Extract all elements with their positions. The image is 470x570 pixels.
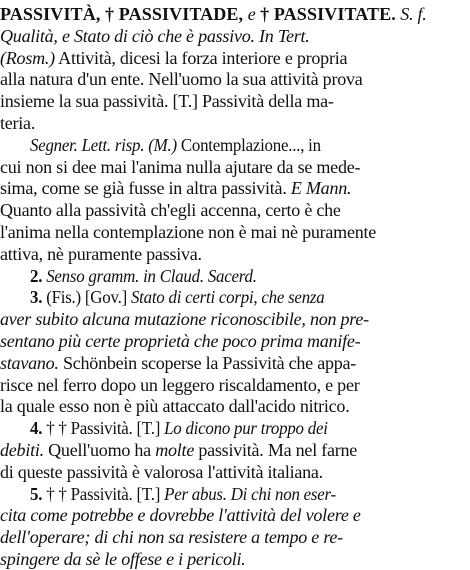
text-segment: Per abus. Di chi non eser- bbox=[164, 483, 336, 504]
text-segment: stavano. bbox=[0, 352, 59, 373]
text-line bbox=[0, 504, 464, 526]
text-segment: dell'operare; di chi non sa resistere a tempo e re- bbox=[0, 527, 343, 548]
text-segment: (Fis.) [Gov.] bbox=[42, 287, 131, 308]
text-segment: 2. bbox=[30, 265, 43, 286]
text-segment: passività. Ma nel farne bbox=[194, 440, 358, 460]
text-line bbox=[0, 47, 464, 69]
text-line bbox=[0, 395, 464, 417]
text-line bbox=[0, 25, 464, 47]
text-segment: e bbox=[247, 4, 256, 24]
text-line bbox=[0, 90, 464, 112]
text-segment: cita come potrebbe e dovrebbe l'attività del volere e bbox=[0, 505, 361, 526]
text-segment: spingere da sè le offese e i pericoli. bbox=[0, 549, 246, 569]
text-segment: Lo dicono pur troppo dei bbox=[164, 418, 328, 439]
text-segment: (Rosm.) bbox=[0, 47, 55, 68]
text-segment: 5. bbox=[30, 483, 43, 504]
text-line bbox=[30, 483, 464, 505]
text-segment: † † Passività. [T.] bbox=[42, 483, 165, 504]
text-line bbox=[0, 461, 464, 483]
text-segment: Qualità, e Stato di ciò che è passivo. In Tert. bbox=[0, 25, 310, 46]
text-segment: Contemplazione..., in bbox=[176, 134, 321, 155]
text-segment: Senso gramm. in Claud. Sacerd. bbox=[42, 265, 257, 286]
text-segment: la quale esso non è più attaccato dall'acido nitrico. bbox=[0, 396, 350, 417]
text-segment: 4. bbox=[30, 418, 43, 439]
text-line bbox=[0, 156, 464, 178]
text-segment: risce nel ferro dopo un leggero riscaldamento, e per bbox=[0, 374, 360, 395]
text-line bbox=[0, 221, 464, 243]
text-segment: Segner. Lett. risp. (M.) bbox=[30, 134, 177, 155]
text-line bbox=[30, 134, 464, 156]
text-segment: molte bbox=[155, 440, 195, 460]
text-segment: aver subito alcuna mutazione riconoscibile, non pre- bbox=[0, 309, 369, 330]
text-segment: Quanto alla passività ch'egli accenna, certo è che bbox=[0, 200, 341, 221]
text-segment: insieme la sua passività. [T.] Passività della ma- bbox=[0, 91, 334, 112]
text-segment: Stato di certi corpi, che senza bbox=[130, 287, 325, 308]
text-line bbox=[0, 68, 464, 90]
text-line bbox=[30, 265, 464, 287]
text-line bbox=[0, 3, 464, 25]
text-segment: PASSIVITÀ, † PASSIVITADE, bbox=[0, 4, 248, 24]
text-line bbox=[0, 308, 464, 330]
text-segment: Attività, dicesi la forza interiore e propria bbox=[54, 47, 348, 68]
text-line bbox=[30, 417, 464, 439]
text-segment: alla natura d'un ente. Nell'uomo la sua attività prova bbox=[0, 69, 363, 90]
text-line bbox=[0, 352, 464, 374]
text-segment: Schönbein scoperse la Passività che appa- bbox=[58, 352, 357, 373]
text-segment: attiva, nè puramente passiva. bbox=[0, 243, 202, 264]
text-segment: 3. bbox=[30, 287, 43, 308]
text-line bbox=[30, 286, 464, 308]
text-segment: Quell'uomo ha bbox=[43, 440, 156, 460]
text-line bbox=[0, 112, 464, 134]
text-segment: † † Passività. [T.] bbox=[42, 418, 165, 439]
text-segment: di queste passività è valorosa l'attività italiana. bbox=[0, 461, 323, 482]
text-line bbox=[0, 374, 464, 396]
text-line bbox=[0, 199, 464, 221]
text-segment: S. f. bbox=[395, 4, 427, 24]
text-segment: teria. bbox=[0, 113, 36, 133]
text-line bbox=[0, 548, 464, 570]
text-line bbox=[0, 177, 464, 199]
text-line bbox=[0, 526, 464, 548]
text-segment: † PASSIVITATE. bbox=[255, 4, 396, 24]
text-segment: sima, come se già fusse in altra passività. bbox=[0, 178, 291, 199]
text-line bbox=[0, 330, 464, 352]
text-segment: l'anima nella contemplazione non è mai nè puramente bbox=[0, 222, 377, 242]
text-segment: debiti. bbox=[0, 440, 44, 460]
text-segment: E Mann. bbox=[290, 178, 352, 199]
text-line bbox=[0, 243, 464, 265]
text-line bbox=[0, 439, 464, 461]
text-segment: sentano più certe proprietà che poco prima manife- bbox=[0, 331, 361, 351]
text-segment: cui non si dee mai l'anima nulla ajutare da se mede- bbox=[0, 156, 361, 177]
